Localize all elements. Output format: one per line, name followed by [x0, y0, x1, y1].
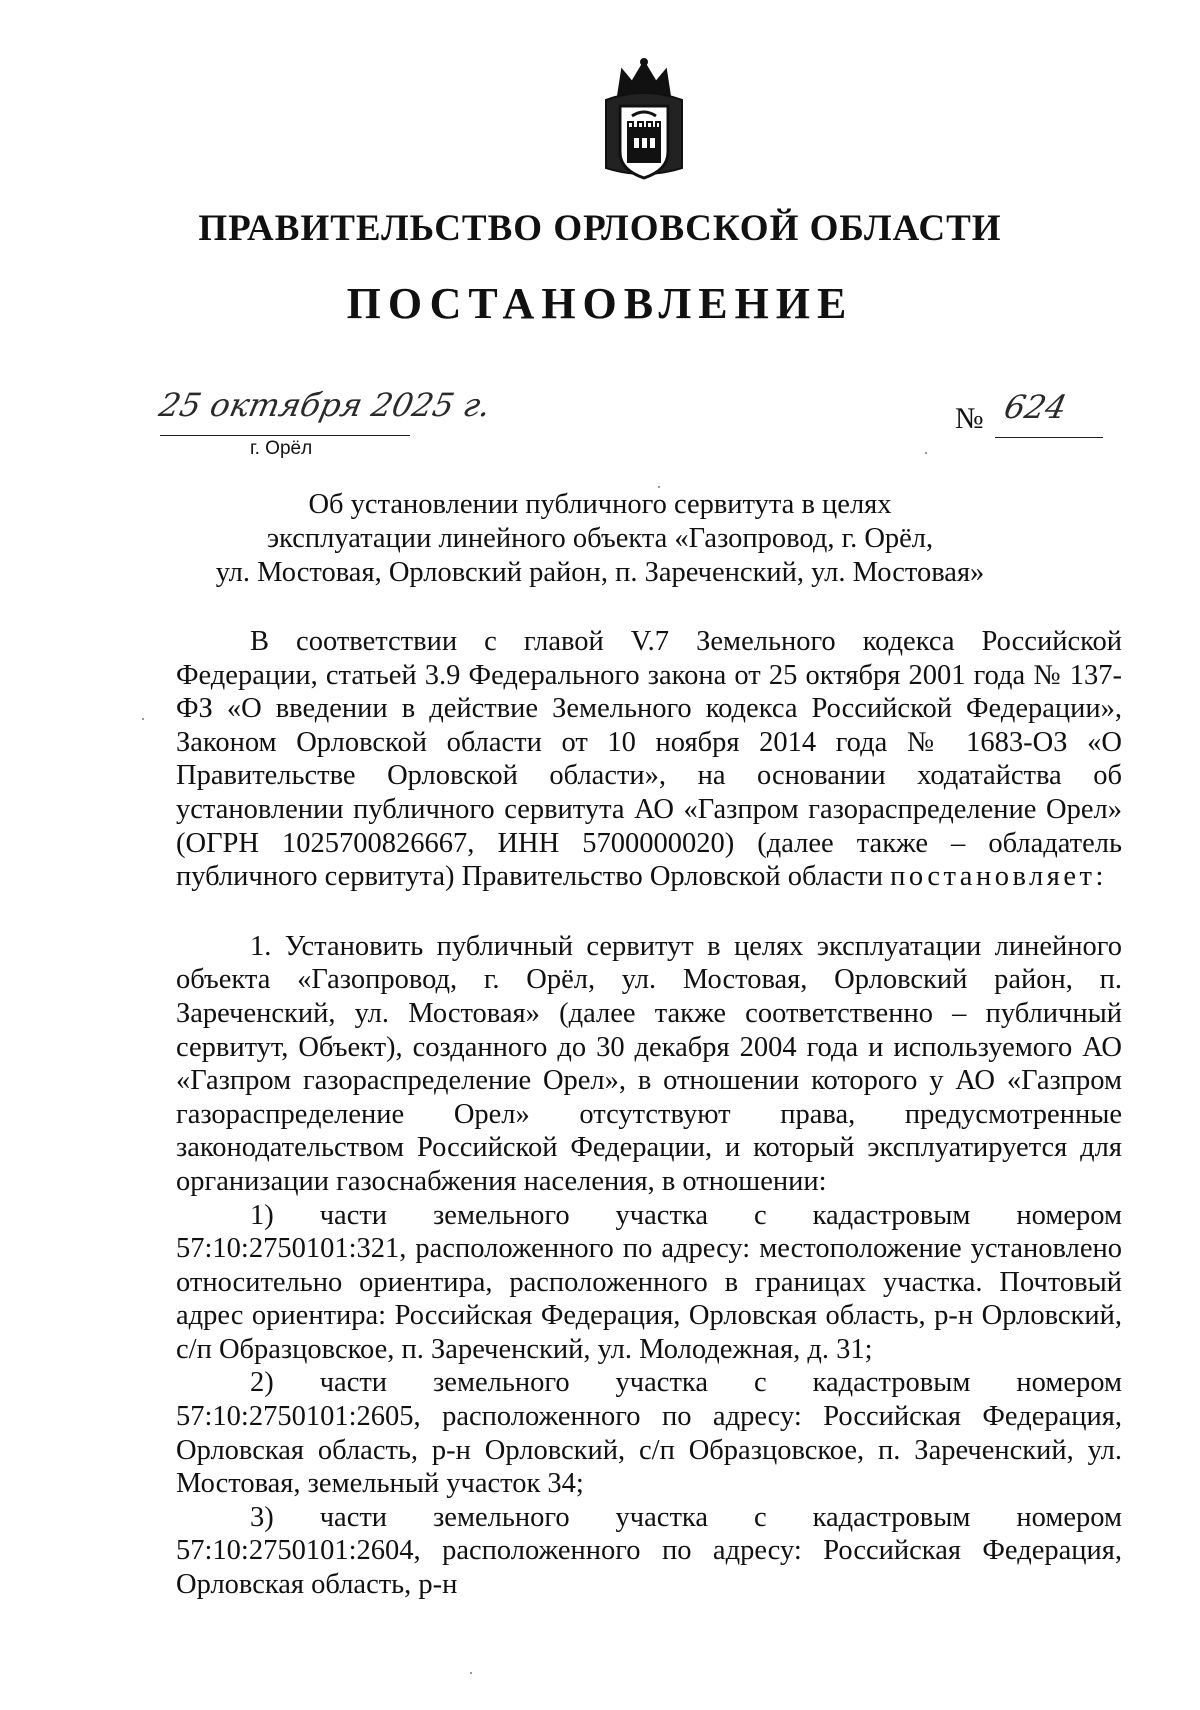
subject-line: эксплуатации линейного объекта «Газопровод, г. Орёл,	[266, 523, 934, 554]
scan-speck	[470, 1672, 472, 1674]
preamble-text: В соответствии с главой V.7 Земельного кодекса Российской Федерации, статьей 3.9 Федерального закона от 25 октября 2001 года № 137-ФЗ «О введении в действие Земельного кодекса Российской Федерации», Законом Орловской области от 10 ноября 2014 года № 1683-ОЗ «О Правительстве Орловской области», на основании ходатайства об установлении публичного сервитута АО «Газпром газораспределение Орел» (ОГРН 1025700826667, ИНН 5700000020) (далее также – обладатель публичного сервитута) Правительство Орловской области	[176, 626, 1122, 893]
city-label: г. Орёл	[250, 438, 313, 459]
document-type-title: ПОСТАНОВЛЕНИЕ	[346, 279, 854, 328]
organization-title: ПРАВИТЕЛЬСТВО ОРЛОВСКОЙ ОБЛАСТИ	[198, 208, 1002, 249]
number-sign: №	[955, 402, 984, 435]
decree-word: постановляет:	[890, 861, 1107, 893]
handwritten-number: 624	[1000, 388, 1071, 426]
scan-speck	[658, 486, 660, 488]
coat-of-arms-icon	[598, 56, 690, 188]
subject-line: Об установлении публичного сервитута в целях	[308, 489, 892, 520]
preamble-paragraph	[176, 625, 1122, 894]
clause-1-subitem-3: 3) части земельного участка с кадастровым номером 57:10:2750101:2604, расположенного по адресу: Российская Федерация, Орловская область, р-н	[176, 1501, 1122, 1601]
date-underline	[160, 435, 410, 436]
clause-1-subitem-1: 1) части земельного участка с кадастровым номером 57:10:2750101:321, расположенного по адресу: местоположение установлено относительно ориентира, расположенного в границах участка. Почтовый адрес ориентира: Российская Федерация, Орловская область, р-н Орловский, с/п Образцовское, п. Зареченский, ул. Молодежная, д. 31;	[176, 1199, 1122, 1365]
clause-1-subitem-2: 2) части земельного участка с кадастровым номером 57:10:2750101:2605, расположенного по адресу: Российская Федерация, Орловская область, р-н Орловский, с/п Образцовское, п. Зареченский, ул. Мостовая, земельный участок 34;	[176, 1367, 1122, 1500]
subject-line: ул. Мостовая, Орловский район, п. Зареченский, ул. Мостовая»	[215, 557, 985, 588]
document-body	[176, 625, 1122, 1602]
scan-speck	[925, 452, 927, 454]
scan-speck	[142, 718, 144, 720]
number-underline	[995, 437, 1103, 438]
handwritten-date: 25 октября 2025 г.	[155, 386, 495, 424]
document-subject	[170, 488, 1030, 590]
clause-1: 1. Установить публичный сервитут в целях эксплуатации линейного объекта «Газопровод, г. Орёл, ул. Мостовая, Орловский район, п. Зареченский, ул. Мостовая» (далее также соответственно – публичный сервитут, Объект), созданного до 30 декабря 2004 года и используемого АО «Газпром газораспределение Орел», в отношении которого у АО «Газпром газораспределение Орел» отсутствуют права, предусмотренные законодательством Российской Федерации, и который эксплуатируется для организации газоснабжения населения, в отношении:	[176, 930, 1122, 1197]
